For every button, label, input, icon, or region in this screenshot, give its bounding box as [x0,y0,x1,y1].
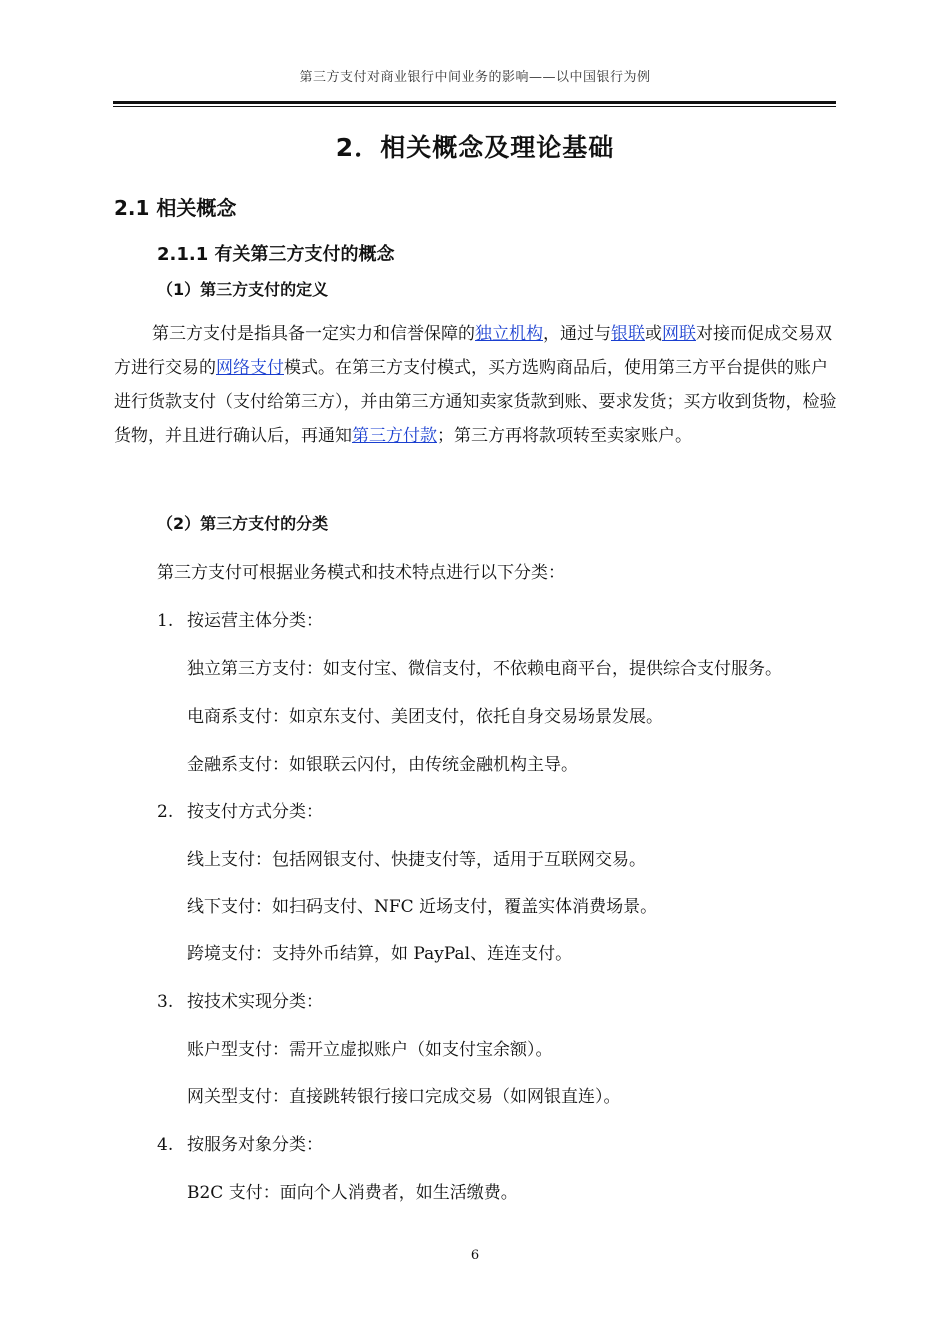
link-independent-institution[interactable]: 独立机构 [475,324,543,344]
list-subitem: 网关型支付：直接跳转银行接口完成交易（如网银直连）。 [187,1087,621,1107]
subsection-title: 2.1.1 有关第三方支付的概念 [157,244,395,265]
list-subitem: 独立第三方支付：如支付宝、微信支付，不依赖电商平台，提供综合支付服务。 [187,659,782,679]
list-subitem: 跨境支付：支持外币结算，如 PayPal、连连支付。 [187,944,573,964]
list-subitem: B2C 支付：面向个人消费者，如生活缴费。 [187,1183,518,1203]
list-subitem: 线下支付：如扫码支付、NFC 近场支付，覆盖实体消费场景。 [187,897,658,917]
chapter-title: 2．相关概念及理论基础 [335,133,615,162]
list-subitem: 电商系支付：如京东支付、美团支付，依托自身交易场景发展。 [187,707,663,727]
link-unionpay[interactable]: 银联 [611,324,645,344]
definition-heading: （1）第三方支付的定义 [157,280,329,299]
link-online-payment[interactable]: 网络支付 [216,358,284,378]
header-rule [113,101,836,104]
list-subitem: 金融系支付：如银联云闪付，由传统金融机构主导。 [187,755,578,775]
page-number: 6 [470,1248,480,1263]
section-title: 2.1 相关概念 [114,196,237,220]
running-header: 第三方支付对商业银行中间业务的影响——以中国银行为例 [299,70,651,85]
link-netsunion[interactable]: 网联 [662,324,696,344]
list-item: 4. 按服务对象分类： [157,1135,323,1155]
list-item: 2. 按支付方式分类： [157,802,323,822]
definition-paragraph: 第三方支付是指具备一定实力和信誉保障的独立机构，通过与银联或网联对接而促成交易双方进行交易的网络支付模式。在第三方支付模式，买方选购商品后，使用第三方平台提供的账户进行货款支付（支付给第三方），并由第三方通知卖家货款到账、要求发货；买方收到货物，检验货物，并且进行确认后，再通知第三方付款；第三方再将款项转至卖家账户。 [114,324,837,446]
list-subitem: 账户型支付：需开立虚拟账户（如支付宝余额）。 [187,1040,553,1060]
list-item: 1. 按运营主体分类： [157,611,323,631]
link-third-party-payment[interactable]: 第三方付款 [352,426,437,446]
list-item: 3. 按技术实现分类： [157,992,323,1012]
classification-intro: 第三方支付可根据业务模式和技术特点进行以下分类： [157,563,565,583]
list-subitem: 线上支付：包括网银支付、快捷支付等，适用于互联网交易。 [187,850,646,870]
classification-heading: （2）第三方支付的分类 [157,514,329,533]
header-rule-thin [113,106,836,107]
